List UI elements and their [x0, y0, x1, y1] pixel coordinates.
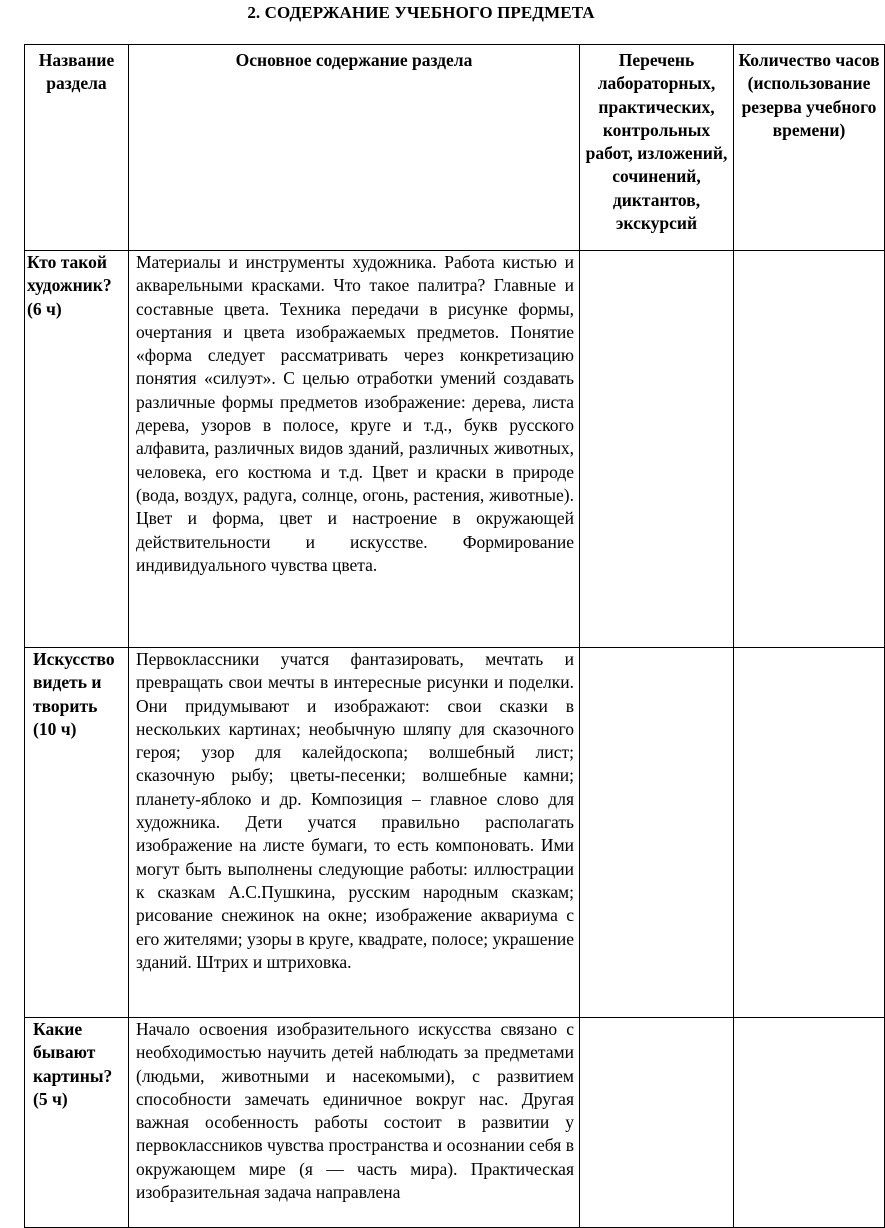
- section-labs: [580, 648, 734, 1018]
- content-table: [24, 44, 885, 1228]
- table-row: [25, 648, 885, 1018]
- section-labs: [580, 251, 734, 648]
- section-name-cell: [25, 1018, 129, 1228]
- header-hours: Количество часов (использование резерва учебного времени): [734, 45, 885, 251]
- section-hours: (6 ч): [27, 298, 62, 319]
- section-reserve: [734, 1018, 885, 1228]
- section-name-cell: [25, 648, 129, 1018]
- header-section-name: Название раздела: [25, 45, 129, 251]
- section-labs: [580, 1018, 734, 1228]
- section-hours: (5 ч): [33, 1088, 68, 1109]
- section-name-cell: [25, 251, 129, 648]
- section-content: Начало освоения изобразительного искусства связано с необходимостью научить детей наблюдать за предметами (людьми, животными и насекомыми), с развитием способности замечать единичное вокруг нас. Другая важная особенность работы состоит в развитии у первоклассников чувства пространства и осознании себя в окружающем мире (я — часть мира). Практическая изобразительная задача направлена: [129, 1018, 580, 1228]
- section-content: Первоклассники учатся фантазировать, мечтать и превращать свои мечты в интересные рисунки и поделки. Они придумывают и изображают: свои сказки в нескольких картинах; необычную шляпу для сказочного героя; узор для калейдоскопа; волшебный лист; сказочную рыбу; цветы-песенки; волшебные камни; планету-яблоко и др. Композиция – главное слово для художника. Дети учатся правильно располагать изображение на листе бумаги, то есть компоновать. Ими могут быть выполнены следующие работы: иллюстрации к сказкам А.С.Пушкина, русским народным сказкам; рисование снежинок на окне; изображение аквариума с его жителями; узоры в круге, квадрате, полосе; украшение зданий. Штрих и штриховка.: [129, 648, 580, 1018]
- table-header-row: [25, 45, 885, 251]
- header-section-content: Основное содержание раздела: [129, 45, 580, 251]
- section-reserve: [734, 648, 885, 1018]
- header-labs-list: Перечень лабораторных, практических, контрольных работ, изложений, сочинений, диктантов, экскурсий: [580, 45, 734, 251]
- section-name: Кто такой художник?: [27, 252, 112, 296]
- table-row: [25, 251, 885, 648]
- table-row: [25, 1018, 885, 1228]
- section-hours: (10 ч): [33, 718, 77, 739]
- page-title: 2. СОДЕРЖАНИЕ УЧЕБНОГО ПРЕДМЕТА: [247, 3, 595, 22]
- section-content: Материалы и инструменты художника. Работа кистью и акварельными красками. Что такое палитра? Главные и составные цвета. Техника передачи в рисунке формы, очертания и цвета изображаемых предметов. Понятие «форма следует рассматривать через конкретизацию понятия «силуэт». С целью отработки умений создавать различные формы предметов изображение: дерева, листа дерева, узоров в полосе, круге и т.д., букв русского алфавита, различных видов зданий, различных животных, человека, его костюма и т.д. Цвет и краски в природе (вода, воздух, радуга, солнце, огонь, растения, животные). Цвет и форма, цвет и настроение в окружающей действительности и искусстве. Формирование индивидуального чувства цвета.: [129, 251, 580, 648]
- section-reserve: [734, 251, 885, 648]
- section-name: Какие бывают картины?: [33, 1019, 113, 1086]
- section-name: Искусство видеть и творить: [33, 649, 115, 716]
